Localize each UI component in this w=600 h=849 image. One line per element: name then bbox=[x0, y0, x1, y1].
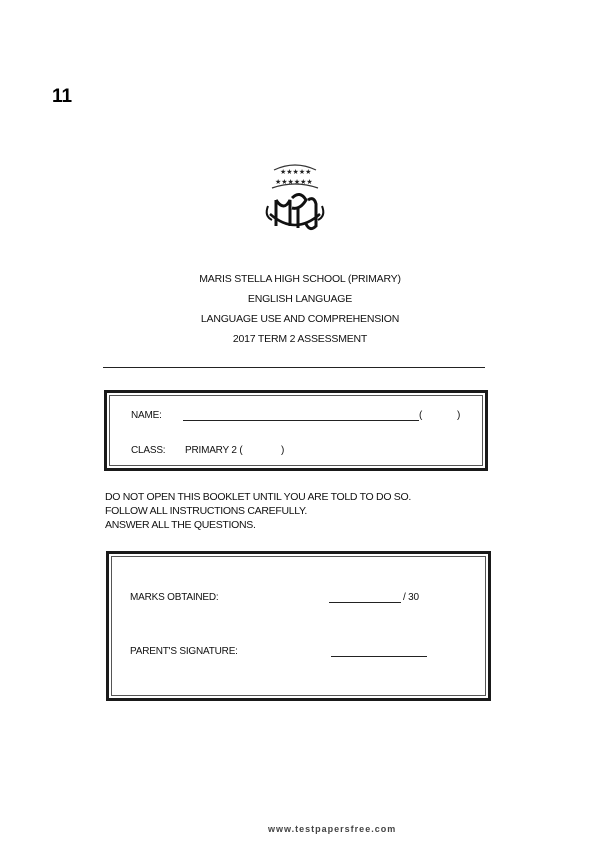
student-info-box bbox=[104, 390, 488, 471]
marks-box bbox=[106, 551, 491, 701]
marks-total: / 30 bbox=[403, 592, 419, 603]
parent-signature-label: PARENT'S SIGNATURE: bbox=[130, 646, 238, 657]
page-number: 11 bbox=[52, 86, 73, 107]
marks-box-inner-border bbox=[111, 556, 486, 696]
marks-obtained-label: MARKS OBTAINED: bbox=[130, 592, 219, 603]
class-label: CLASS: bbox=[131, 445, 166, 456]
svg-text:★★★★★: ★★★★★ bbox=[280, 168, 312, 176]
instruction-line: DO NOT OPEN THIS BOOKLET UNTIL YOU ARE TOLD TO DO SO. bbox=[105, 491, 411, 503]
school-name: MARIS STELLA HIGH SCHOOL (PRIMARY) bbox=[199, 273, 401, 285]
instruction-line: FOLLOW ALL INSTRUCTIONS CAREFULLY. bbox=[105, 505, 307, 517]
instruction-line: ANSWER ALL THE QUESTIONS. bbox=[105, 519, 256, 531]
name-label: NAME: bbox=[131, 410, 162, 421]
footer-url: www.testpapersfree.com bbox=[268, 824, 397, 834]
register-number-close-paren: ) bbox=[457, 410, 461, 421]
name-field[interactable] bbox=[183, 420, 419, 421]
school-crest-icon bbox=[262, 160, 328, 236]
subject-title: ENGLISH LANGUAGE bbox=[247, 293, 353, 305]
class-value: PRIMARY 2 ( bbox=[185, 445, 243, 456]
class-close-paren: ) bbox=[281, 445, 285, 456]
class-number-field[interactable] bbox=[247, 442, 281, 458]
paper-title: LANGUAGE USE AND COMPREHENSION bbox=[200, 313, 400, 325]
parent-signature-field[interactable] bbox=[331, 656, 427, 657]
divider-line bbox=[103, 367, 485, 368]
assessment-title: 2017 TERM 2 ASSESSMENT bbox=[232, 333, 368, 345]
marks-obtained-field[interactable] bbox=[329, 602, 401, 603]
svg-text:★★★★★★: ★★★★★★ bbox=[275, 178, 313, 186]
register-number-open-paren: ( bbox=[419, 410, 423, 421]
register-number-field[interactable] bbox=[429, 407, 457, 423]
